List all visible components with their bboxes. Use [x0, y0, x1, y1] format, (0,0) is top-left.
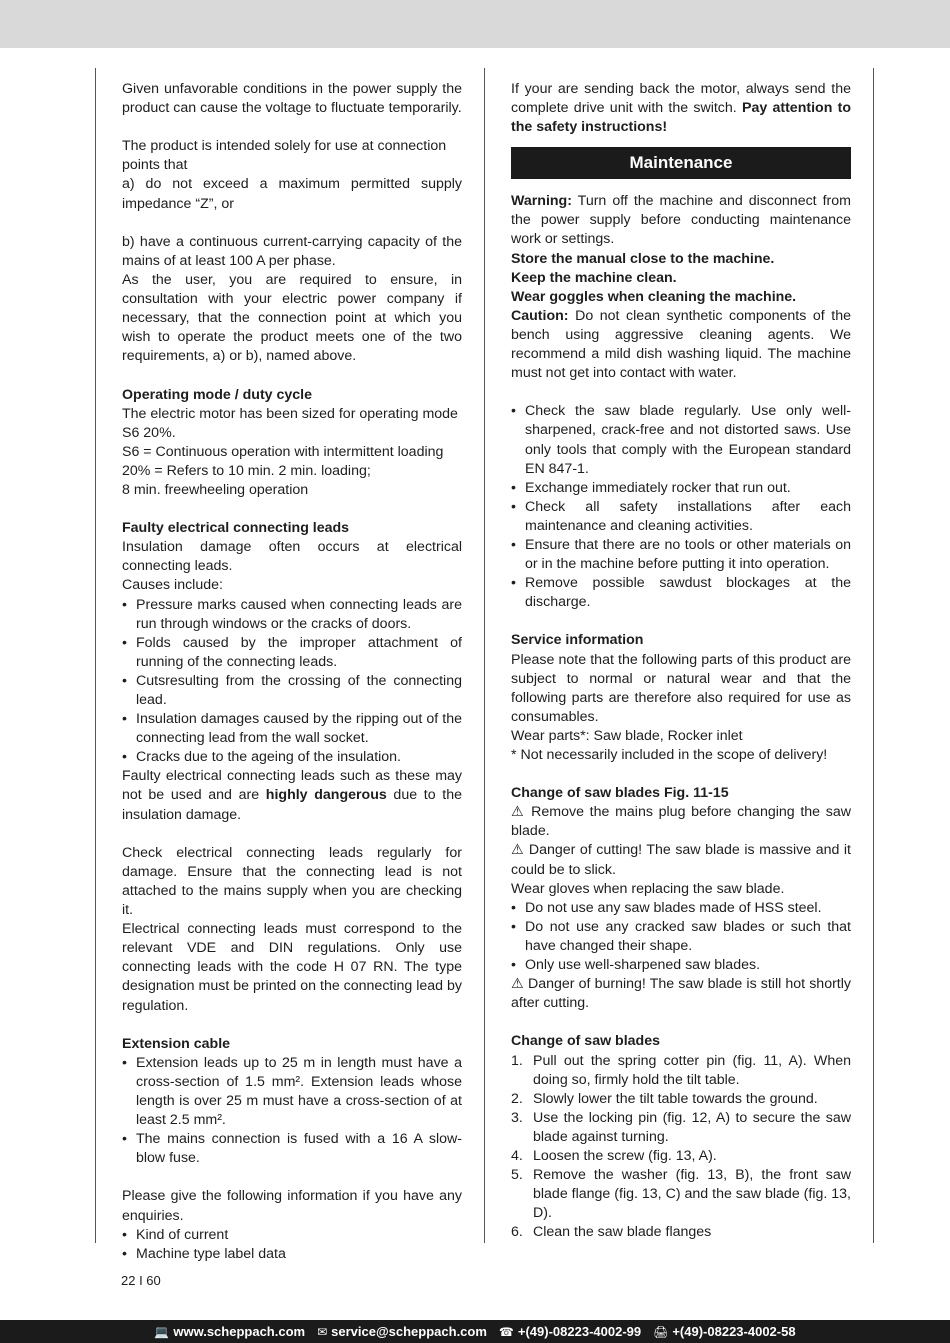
list-item: • Remove possible sawdust blockages at the discharge.	[511, 574, 851, 612]
paragraph: As the user, you are required to ensure, in consultation with your electric power company if necessary, that the connection point at which you wish to operate the product meets one of the two requirements, a) or b), named above.	[122, 271, 462, 365]
list-item: • Cracks due to the ageing of the insulation.	[122, 748, 462, 767]
list-item: • Insulation damages caused by the ripping out of the connecting lead from the wall socket.	[122, 710, 462, 748]
list-item: • Machine type label data	[122, 1245, 462, 1264]
causes-list	[122, 596, 462, 768]
paragraph: Wear parts*: Saw blade, Rocker inlet	[511, 727, 743, 744]
section-heading: Operating mode / duty cycle	[122, 386, 313, 403]
column-rule-middle	[484, 68, 485, 1243]
blade-rules-list	[511, 899, 851, 975]
fax-icon: 🖨	[653, 1324, 669, 1339]
paragraph: a) do not exceed a maximum permitted supply impedance “Z”, or	[122, 176, 462, 212]
bold-instruction: Wear goggles when cleaning the machine.	[511, 288, 797, 305]
section-heading: Change of saw blades Fig. 11-15	[511, 785, 729, 802]
fax-text: +(49)-08223-4002-58	[672, 1324, 796, 1339]
paragraph: S6 = Continuous operation with intermittent loading	[122, 443, 444, 460]
caution-paragraph: Caution: Do not clean synthetic components of the bench using aggressive cleaning agents. We recommend a mild dish washing liquid. The machine must not get into contact with water.	[511, 307, 851, 382]
step-item: 4. Loosen the screw (fig. 13, A).	[511, 1147, 717, 1164]
paragraph: Please note that the following parts of this product are subject to normal or natural wear and that the following parts are therefore also required for use as consumables.	[511, 651, 851, 725]
list-item: • Do not use any saw blades made of HSS steel.	[511, 899, 851, 918]
step-item: 5. Remove the washer (fig. 13, B), the front saw blade flange (fig. 13, C) and the saw blade (fig. 13, D).	[511, 1167, 851, 1222]
list-item: • Ensure that there are no tools or other materials on or in the machine before putting it into operation.	[511, 536, 851, 574]
step-item: 2. Slowly lower the tilt table towards the ground.	[511, 1090, 818, 1107]
phone-icon: ☎	[498, 1324, 514, 1339]
envelope-icon: ✉	[317, 1324, 328, 1339]
extension-list	[122, 1054, 462, 1169]
paragraph: Insulation damage often occurs at electrical connecting leads.	[122, 539, 462, 575]
monitor-icon: 💻	[154, 1324, 170, 1339]
footer-fax	[653, 1324, 795, 1339]
section-heading: Faulty electrical connecting leads	[122, 520, 350, 537]
column-rule-right	[873, 68, 874, 1243]
warning-paragraph: Warning: Turn off the machine and disconnect from the power supply before conducting maintenance work or settings.	[511, 193, 851, 248]
page-number: 22 I 60	[121, 1273, 161, 1288]
column-rule-left	[95, 68, 96, 1243]
maintenance-banner: Maintenance	[511, 147, 851, 179]
footer-email[interactable]	[317, 1324, 487, 1339]
list-item: • Pressure marks caused when connecting leads are run through windows or the cracks of doors.	[122, 596, 462, 634]
paragraph: 8 min. freewheeling operation	[122, 481, 309, 498]
bold-instruction: Store the manual close to the machine.	[511, 250, 775, 267]
step-item: 1. Pull out the spring cotter pin (fig. 11, A). When doing so, firmly hold the tilt table.	[511, 1052, 851, 1088]
paragraph: If your are sending back the motor, always send the complete drive unit with the switch. Pay attention to the safety instructions!	[511, 81, 852, 136]
footer-bar	[0, 1320, 950, 1343]
step-item: 3. Use the locking pin (fig. 12, A) to secure the saw blade against turning.	[511, 1109, 851, 1145]
website-text: www.scheppach.com	[173, 1324, 306, 1339]
paragraph: * Not necessarily included in the scope of delivery!	[511, 747, 828, 763]
list-item: • Only use well-sharpened saw blades.	[511, 956, 851, 975]
enquiry-list	[122, 1226, 462, 1264]
steps-list	[511, 1052, 851, 1243]
paragraph: The product is intended solely for use at connection points that	[122, 138, 447, 174]
maintenance-checklist	[511, 402, 851, 612]
warning-note: ⚠ Remove the mains plug before changing the saw blade.	[511, 804, 851, 840]
list-item: • Folds caused by the improper attachment of running of the connecting leads.	[122, 634, 462, 672]
paragraph: Faulty electrical connecting leads such as these may not be used and are highly dangerous due to the insulation damage.	[122, 768, 462, 823]
paragraph: The electric motor has been sized for operating mode S6 20%.	[122, 405, 458, 441]
paragraph: Check electrical connecting leads regularly for damage. Ensure that the connecting lead is not attached to the mains supply when you are checking it.	[122, 844, 462, 919]
section-heading: Service information	[511, 632, 644, 649]
left-column	[122, 80, 462, 1264]
paragraph: Given unfavorable conditions in the power supply the product can cause the voltage to fluctuate temporarily.	[122, 81, 462, 117]
paragraph: Please give the following information if you have any enquiries.	[122, 1188, 462, 1224]
list-item: • The mains connection is fused with a 16 A slow-blow fuse.	[122, 1130, 462, 1168]
paragraph: Electrical connecting leads must correspond to the relevant VDE and DIN regulations. Only use connecting leads with the code H 07 RN. The type designation must be printed on the connecting lead by regulation.	[122, 921, 462, 1014]
list-item: • Do not use any cracked saw blades or such that have changed their shape.	[511, 918, 851, 956]
section-heading: Change of saw blades	[511, 1033, 661, 1050]
footer-phone	[499, 1324, 641, 1339]
list-item: • Exchange immediately rocker that run out.	[511, 479, 851, 498]
phone-text: +(49)-08223-4002-99	[517, 1324, 642, 1339]
paragraph: b) have a continuous current-carrying capacity of the mains of at least 100 A per phase.	[122, 233, 462, 269]
step-item: 6. Clean the saw blade flanges	[511, 1224, 712, 1241]
list-item: • Kind of current	[122, 1226, 462, 1245]
list-item: • Extension leads up to 25 m in length must have a cross-section of 1.5 mm². Extension leads whose length is over 25 m must have a cross-section of at least 2.5 mm².	[122, 1054, 462, 1130]
right-column	[511, 80, 851, 1242]
paragraph: Wear gloves when replacing the saw blade.	[511, 880, 785, 897]
section-heading: Extension cable	[122, 1035, 231, 1052]
list-item: • Check the saw blade regularly. Use only well-sharpened, crack-free and not distorted saws. Use only tools that comply with the European standard EN 847-1.	[511, 402, 851, 478]
bold-instruction: Keep the machine clean.	[511, 269, 677, 286]
paragraph: 20% = Refers to 10 min. 2 min. loading;	[122, 462, 371, 479]
paragraph: Causes include:	[122, 577, 223, 594]
email-text: service@scheppach.com	[331, 1324, 487, 1339]
header-band	[0, 0, 950, 48]
footer-website[interactable]	[154, 1324, 305, 1339]
warning-note: ⚠ Danger of cutting! The saw blade is massive and it could be to slick.	[511, 842, 851, 878]
warning-note: ⚠ Danger of burning! The saw blade is still hot shortly after cutting.	[511, 976, 851, 1012]
list-item: • Cutsresulting from the crossing of the connecting lead.	[122, 672, 462, 710]
list-item: • Check all safety installations after each maintenance and cleaning activities.	[511, 498, 851, 536]
